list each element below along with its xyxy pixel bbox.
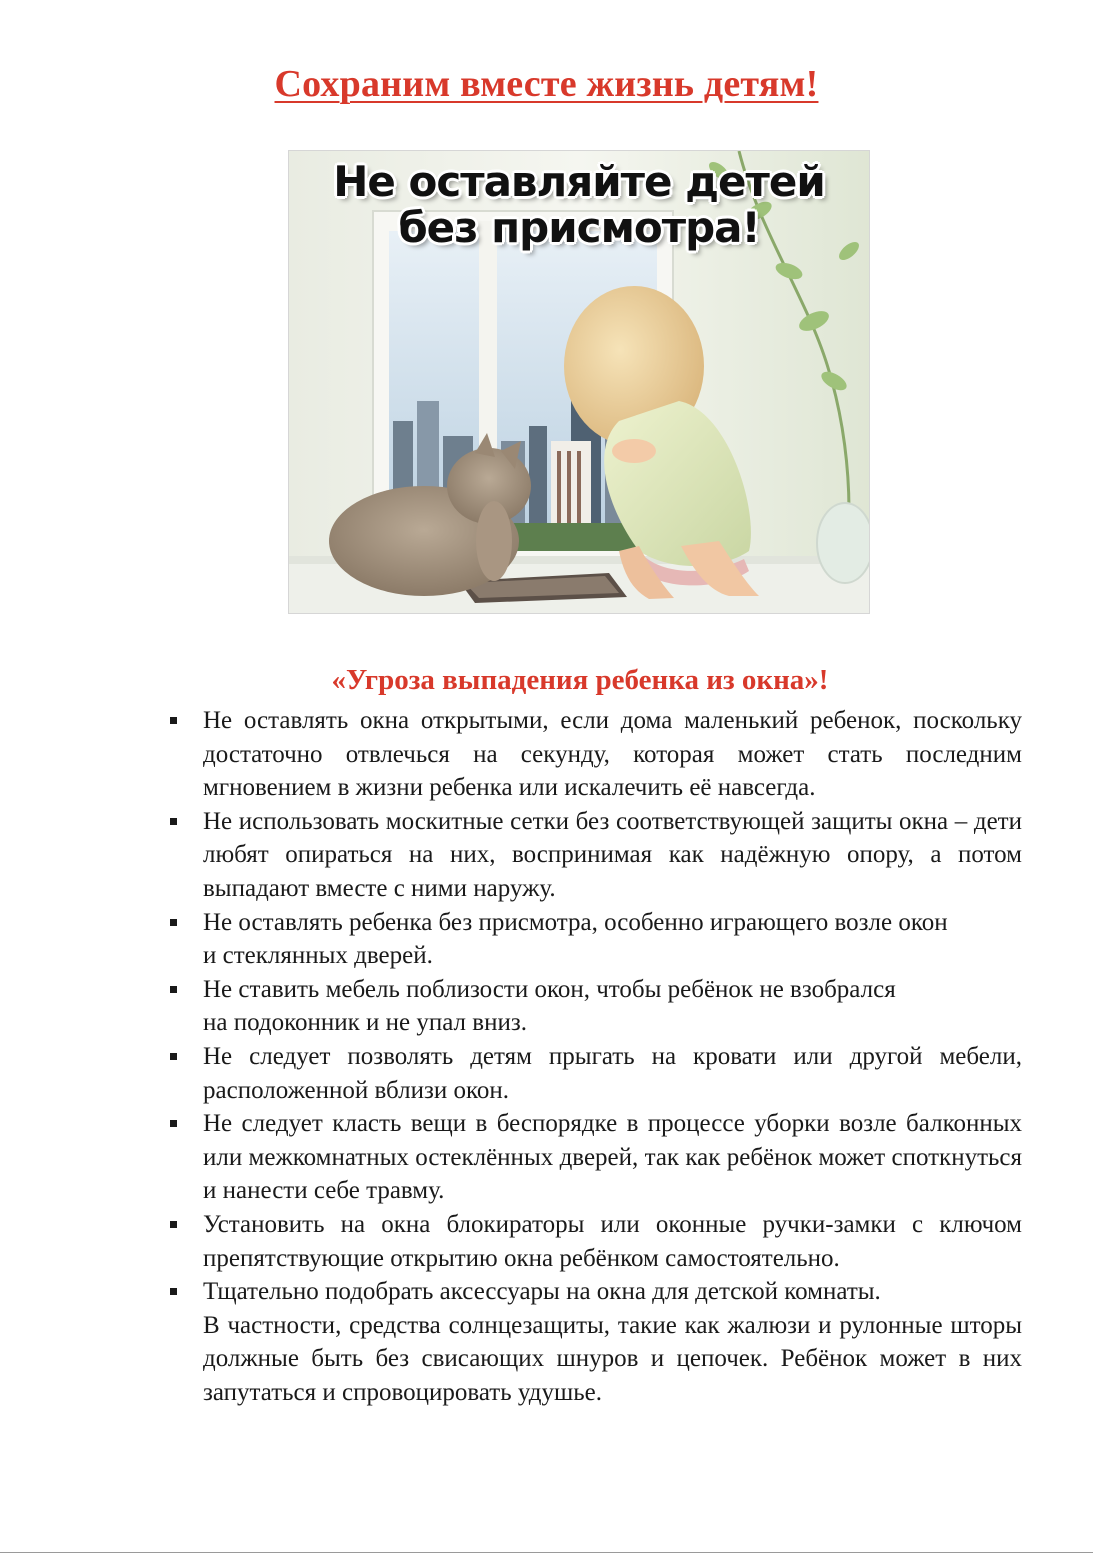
square-bullet-icon bbox=[170, 986, 177, 993]
square-bullet-icon bbox=[170, 1221, 177, 1228]
rule-text: Не следует класть вещи в беспорядке в процессе уборки возле балконных или межкомнатных остеклённых дверей, так как ребёнок может споткнуться и нанести себе травму. bbox=[203, 1110, 1022, 1205]
rule-text: Тщательно подобрать аксессуары на окна для детской комнаты. bbox=[203, 1278, 881, 1306]
rule-text: Не использовать москитные сетки без соответствующей защиты окна – дети любят опираться на них, воспринимая как надёжную опору, а потом выпадают вместе с ними наружу. bbox=[203, 807, 1022, 902]
page-bottom-border bbox=[0, 1552, 1093, 1553]
rule-text: Установить на окна блокираторы или оконные ручки-замки с ключом препятствующие открытию окна ребёнком самостоятельно. bbox=[203, 1210, 1022, 1272]
rule-text: Не следует позволять детям прыгать на кровати или другой мебели, расположенной вблизи окон. bbox=[203, 1042, 1022, 1104]
square-bullet-icon bbox=[170, 717, 177, 724]
section-heading: «Угроза выпадения ребенка из окна»! bbox=[331, 664, 829, 696]
square-bullet-icon bbox=[170, 1053, 177, 1060]
square-bullet-icon bbox=[170, 818, 177, 825]
list-item bbox=[166, 704, 1022, 805]
rule-text: Не ставить мебель поблизости окон, чтобы ребёнок не взобрался bbox=[203, 975, 896, 1003]
list-item bbox=[166, 1107, 1022, 1208]
poster-caption bbox=[289, 159, 869, 251]
poster-caption-line2: без присмотра! bbox=[398, 203, 760, 252]
list-item bbox=[166, 973, 1022, 1040]
rule-text-continuation: и стеклянных дверей. bbox=[203, 942, 433, 970]
list-item bbox=[166, 1275, 1022, 1409]
list-item bbox=[166, 805, 1022, 906]
list-item bbox=[166, 906, 1022, 973]
rule-text-continuation: В частности, средства солнцезащиты, такие как жалюзи и рулонные шторы должные быть без свисающих шнуров и цепочек. Ребёнок может в них запутаться и спровоцировать удушье. bbox=[203, 1311, 1022, 1406]
list-item bbox=[166, 1040, 1022, 1107]
page-title-text: Сохраним вместе жизнь детям! bbox=[274, 63, 819, 105]
page-title bbox=[0, 62, 1093, 106]
square-bullet-icon bbox=[170, 1288, 177, 1295]
list-item bbox=[166, 1208, 1022, 1275]
poster-caption-line1: Не оставляйте детей bbox=[333, 157, 825, 206]
safety-rules-list bbox=[166, 704, 1022, 1409]
rule-text: Не оставлять ребенка без присмотра, особенно играющего возле окон bbox=[203, 908, 948, 936]
square-bullet-icon bbox=[170, 1120, 177, 1127]
square-bullet-icon bbox=[170, 919, 177, 926]
rule-text: Не оставлять окна открытыми, если дома маленький ребенок, поскольку достаточно отвлечься на секунду, которая может стать последним мгновением в жизни ребенка или искалечить её навсегда. bbox=[203, 707, 1022, 802]
warning-poster bbox=[288, 150, 870, 614]
rule-text-continuation: на подоконник и не упал вниз. bbox=[203, 1009, 527, 1037]
